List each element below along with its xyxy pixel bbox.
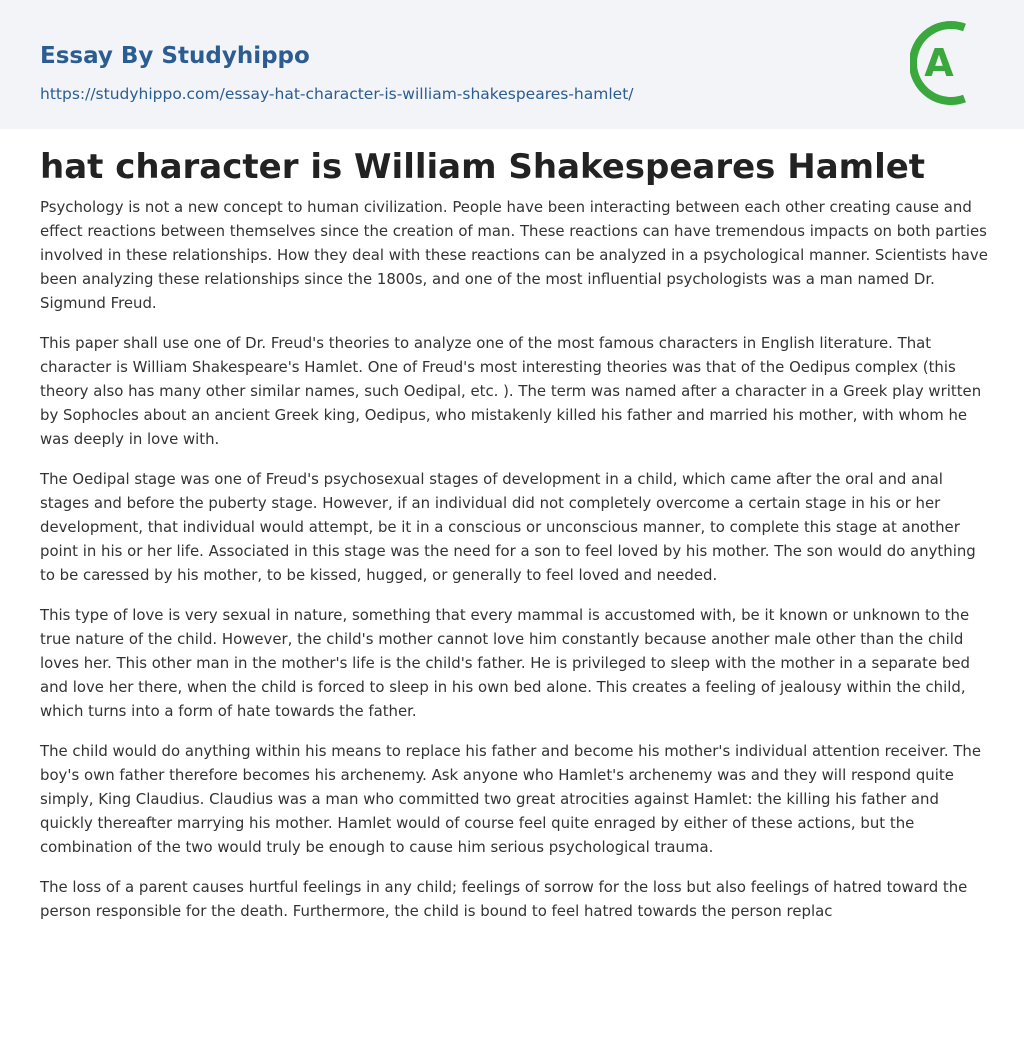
essay-paragraph-2: This paper shall use one of Dr. Freud's theories to analyze one of the most famous characters in English literature. That character is William Shakespeare's Hamlet. One of Freud's most interesting theories was that of the Oedipus complex (this theory also has many other similar names, such Oedipal, etc. ). The term was named after a character in a Greek play written by Sophocles about an ancient Greek king, Oedipus, who mistakenly killed his father and married his mother, with whom he was deeply in love with. [40,334,982,448]
essay-title: hat character is William Shakespeares Hamlet [40,147,926,187]
essay-paragraph-6: The loss of a parent causes hurtful feelings in any child; feelings of sorrow for the loss but also feelings of hatred toward the person responsible for the death. Furthermore, the child is bound to feel hatred towards the person replac [40,878,968,920]
essay-paragraph-4: This type of love is very sexual in nature, something that every mammal is accustomed with, be it known or unknown to the true nature of the child. However, the child's mother cannot love him constantly because another male other than the child loves her. This other man in the mother's life is the child's father. He is privileged to sleep with the mother in a separate bed and love her there, when the child is forced to sleep in his own bed alone. This creates a feeling of jealousy within the child, which turns into a form of hate towards the father. [40,606,970,720]
essay-body [40,195,988,939]
site-header [0,0,1024,129]
site-brand-title[interactable]: Essay By Studyhippo [40,43,310,69]
essay-paragraph-1: Psychology is not a new concept to human civilization. People have been interacting between each other creating cause and effect reactions between themselves since the creation of man. These reactions can have tremendous impacts on both parties involved in these relationships. How they deal with these reactions can be analyzed in a psychological manner. Scientists have been analyzing these relationships since the 1800s, and one of the most influential psychologists was a man named Dr. Sigmund Freud. [40,198,988,312]
studyhippo-logo-icon[interactable] [910,18,990,108]
logo-letter: A [924,41,954,85]
essay-paragraph-5: The child would do anything within his means to replace his father and become his mother's individual attention receiver. The boy's own father therefore becomes his archenemy. Ask anyone who Hamlet's archenemy was and they will respond quite simply, King Claudius. Claudius was a man who committed two great atrocities against Hamlet: the killing his father and quickly thereafter marrying his mother. Hamlet would of course feel quite enraged by either of these actions, but the combination of the two would truly be enough to cause him serious psychological trauma. [40,742,981,856]
essay-url-link[interactable]: https://studyhippo.com/essay-hat-character-is-william-shakespeares-hamlet/ [40,85,634,103]
essay-paragraph-3: The Oedipal stage was one of Freud's psychosexual stages of development in a child, which came after the oral and anal stages and before the puberty stage. However, if an individual did not completely overcome a certain stage in his or her development, that individual would attempt, be it in a conscious or unconscious manner, to complete this stage at another point in his or her life. Associated in this stage was the need for a son to feel loved by his mother. The son would do anything to be caressed by his mother, to be kissed, hugged, or generally to feel loved and needed. [40,470,976,584]
